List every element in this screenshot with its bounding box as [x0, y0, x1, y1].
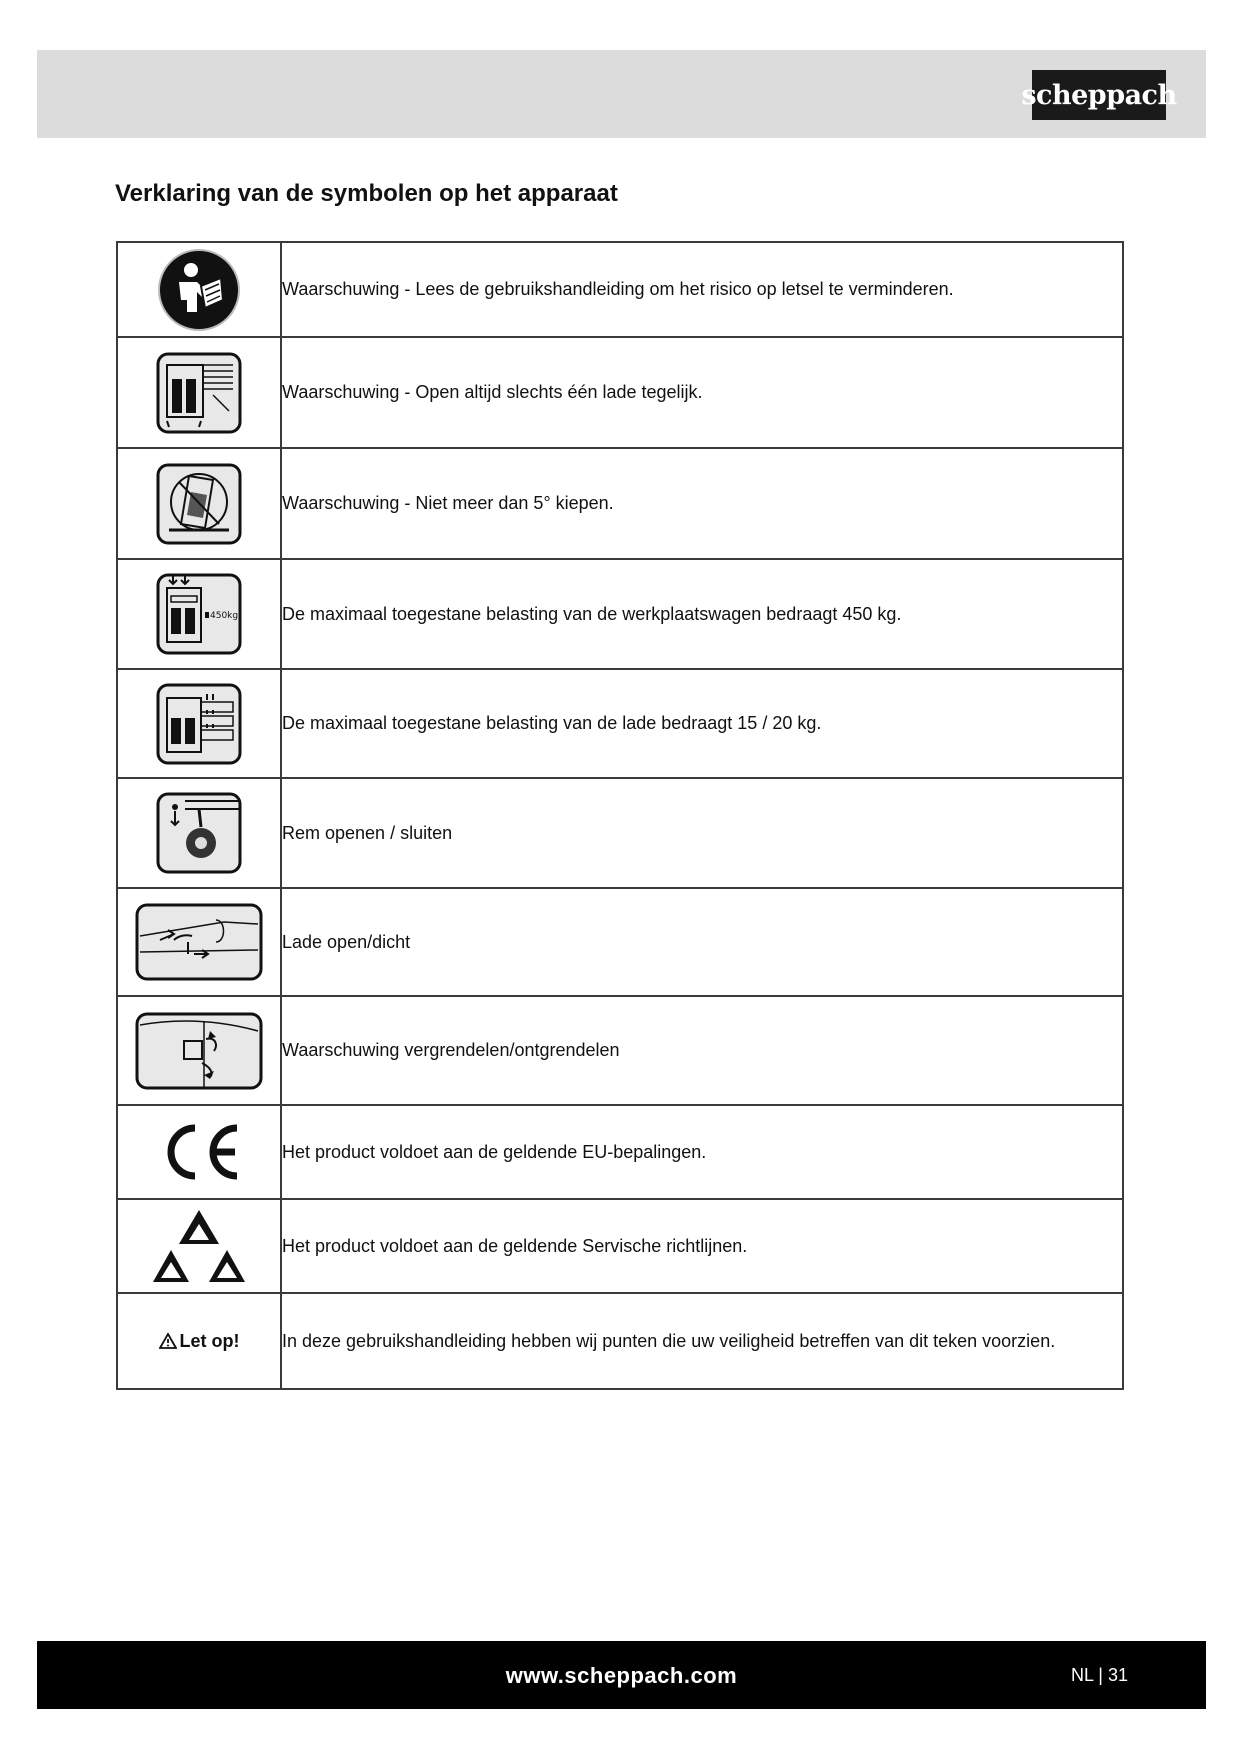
symbol-description: De maximaal toegestane belasting van de lade bedraagt 15 / 20 kg.	[281, 669, 1123, 778]
icon-cell	[117, 996, 281, 1105]
icon-cell	[117, 242, 281, 337]
symbol-description: Waarschuwing - Niet meer dan 5° kiepen.	[281, 448, 1123, 559]
symbol-description: Rem openen / sluiten	[281, 778, 1123, 888]
icon-cell	[117, 559, 281, 669]
page-title: Verklaring van de symbolen op het apparaat	[115, 180, 618, 207]
symbol-description: Het product voldoet aan de geldende EU-bepalingen.	[281, 1105, 1123, 1199]
drawer-load-icon	[155, 682, 243, 766]
table-row	[117, 888, 1123, 996]
website-link[interactable]: www.scheppach.com	[505, 1663, 738, 1688]
symbol-description: De maximaal toegestane belasting van de werkplaatswagen bedraagt 450 kg.	[281, 559, 1123, 669]
scheppach-logo: scheppach	[1032, 70, 1166, 120]
symbol-description: Waarschuwing vergrendelen/ontgrendelen	[281, 996, 1123, 1105]
symbol-table	[116, 241, 1124, 1390]
read-manual-icon	[157, 248, 241, 332]
serbian-conformity-icon	[153, 1206, 245, 1286]
icon-cell	[117, 888, 281, 996]
symbol-description: In deze gebruikshandleiding hebben wij punten die uw veiligheid betreffen van dit teken voorzien.	[281, 1293, 1123, 1389]
table-row	[117, 669, 1123, 778]
warning-triangle-icon	[159, 1333, 177, 1349]
icon-cell	[117, 669, 281, 778]
let-op-text: Let op!	[179, 1330, 240, 1351]
table-row	[117, 996, 1123, 1105]
symbol-description: Het product voldoet aan de geldende Servische richtlijnen.	[281, 1199, 1123, 1293]
page-footer	[37, 1641, 1206, 1709]
load-label: 450kg	[210, 611, 239, 621]
icon-cell	[117, 778, 281, 888]
table-row	[117, 1293, 1123, 1389]
wheel-brake-icon	[155, 791, 243, 875]
drawer-open-close-icon	[134, 902, 264, 982]
max-load-450-icon	[155, 572, 243, 656]
symbol-description: Lade open/dicht	[281, 888, 1123, 996]
table-row	[117, 242, 1123, 337]
table-row	[117, 448, 1123, 559]
table-row	[117, 778, 1123, 888]
no-tipping-icon	[155, 462, 243, 546]
icon-cell	[117, 448, 281, 559]
table-row	[117, 559, 1123, 669]
table-row	[117, 337, 1123, 448]
symbol-description: Waarschuwing - Lees de gebruikshandleiding om het risico op letsel te verminderen.	[281, 242, 1123, 337]
icon-cell	[117, 1293, 281, 1389]
ce-mark-icon	[157, 1122, 241, 1182]
icon-cell	[117, 1199, 281, 1293]
warning-label	[159, 1331, 240, 1351]
icon-cell	[117, 1105, 281, 1199]
table-row	[117, 1105, 1123, 1199]
table-row	[117, 1199, 1123, 1293]
page-number: NL | 31	[1070, 1665, 1128, 1685]
lock-unlock-icon	[134, 1011, 264, 1091]
one-drawer-icon	[155, 351, 243, 435]
icon-cell	[117, 337, 281, 448]
symbol-description: Waarschuwing - Open altijd slechts één lade tegelijk.	[281, 337, 1123, 448]
